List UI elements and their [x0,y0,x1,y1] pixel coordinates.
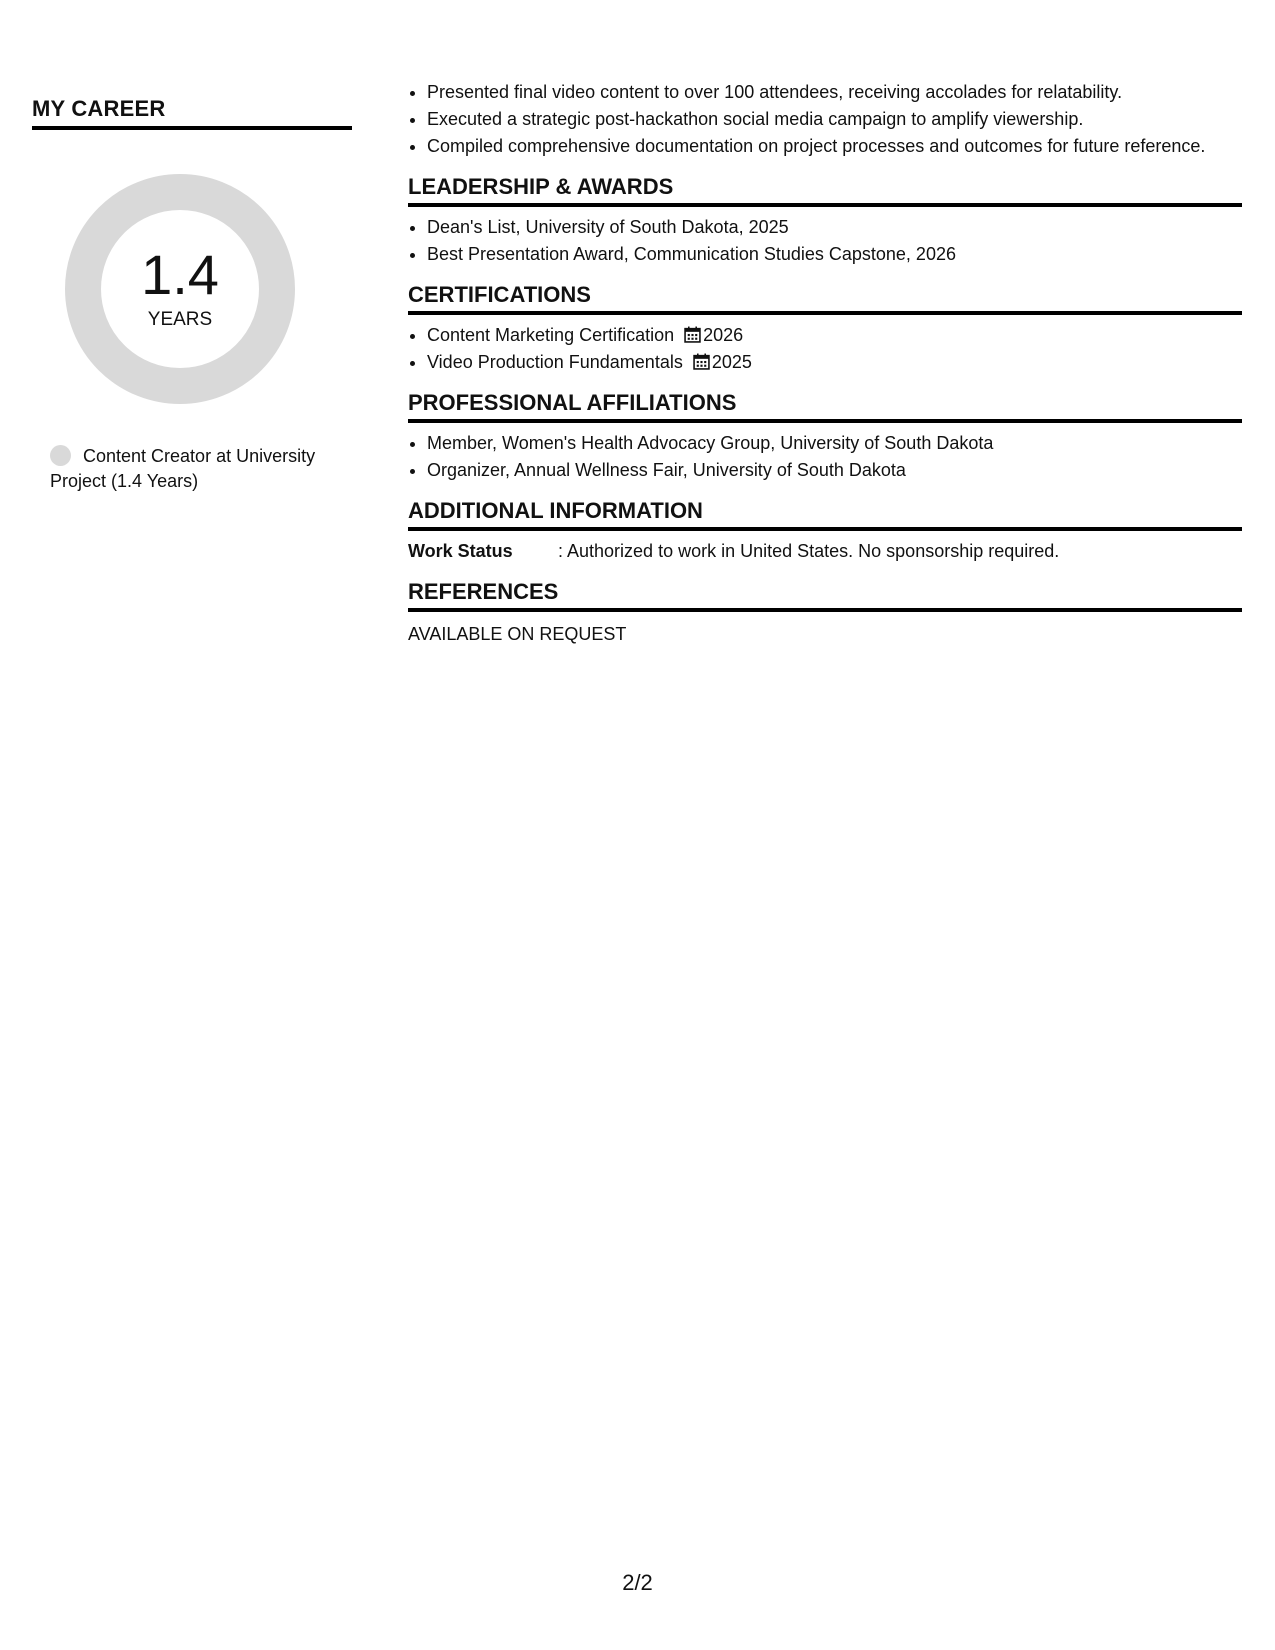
affiliations-section [408,390,1242,482]
calendar-icon [693,353,710,370]
legend-dot-icon [50,445,71,466]
career-entry-text: Content Creator at University Project (1.4 Years) [50,446,316,491]
list-item: • Executed a strategic post-hackathon social media campaign to amplify viewership. [427,107,1242,131]
work-status-row [408,539,1242,563]
references-text: AVAILABLE ON REQUEST [408,624,627,644]
career-heading: MY CAREER [32,96,352,130]
list-item: • Member, Women's Health Advocacy Group, University of South Dakota [427,431,1242,455]
section-title: REFERENCES [408,579,1242,612]
references-section [408,579,1242,646]
list-item: • Best Presentation Award, Communication Studies Capstone, 2026 [427,242,1242,266]
list-item [427,350,1242,374]
career-years-unit: YEARS [147,309,213,330]
section-title: PROFESSIONAL AFFILIATIONS [408,390,1242,423]
work-status-value: : Authorized to work in United States. No sponsorship required. [558,541,1060,561]
career-sidebar [32,96,352,494]
section-title: LEADERSHIP & AWARDS [408,174,1242,207]
list-item: • Presented final video content to over 100 attendees, receiving accolades for relatability. [427,80,1242,104]
section-title: CERTIFICATIONS [408,282,1242,315]
career-years-value: 1.4 [141,243,219,306]
certification-name: Video Production Fundamentals [427,352,683,372]
work-status-label: Work Status [408,541,513,561]
career-years-donut [65,174,295,404]
section-title: ADDITIONAL INFORMATION [408,498,1242,531]
calendar-icon [684,326,701,343]
additional-info-section [408,498,1242,563]
experience-bullet-list [408,80,1242,158]
certification-name: Content Marketing Certification [427,325,675,345]
certifications-section [408,282,1242,374]
page-number: 2/2 [622,1570,653,1595]
list-item: • Compiled comprehensive documentation on project processes and outcomes for future reference. [427,134,1242,158]
list-item: • Dean's List, University of South Dakota, 2025 [427,215,1242,239]
list-item: • Organizer, Annual Wellness Fair, University of South Dakota [427,458,1242,482]
career-entry [50,444,352,494]
list-item [427,323,1242,347]
certification-year: 2025 [711,352,752,372]
certification-year: 2026 [703,325,744,345]
leadership-section [408,174,1242,266]
main-content [408,80,1242,646]
